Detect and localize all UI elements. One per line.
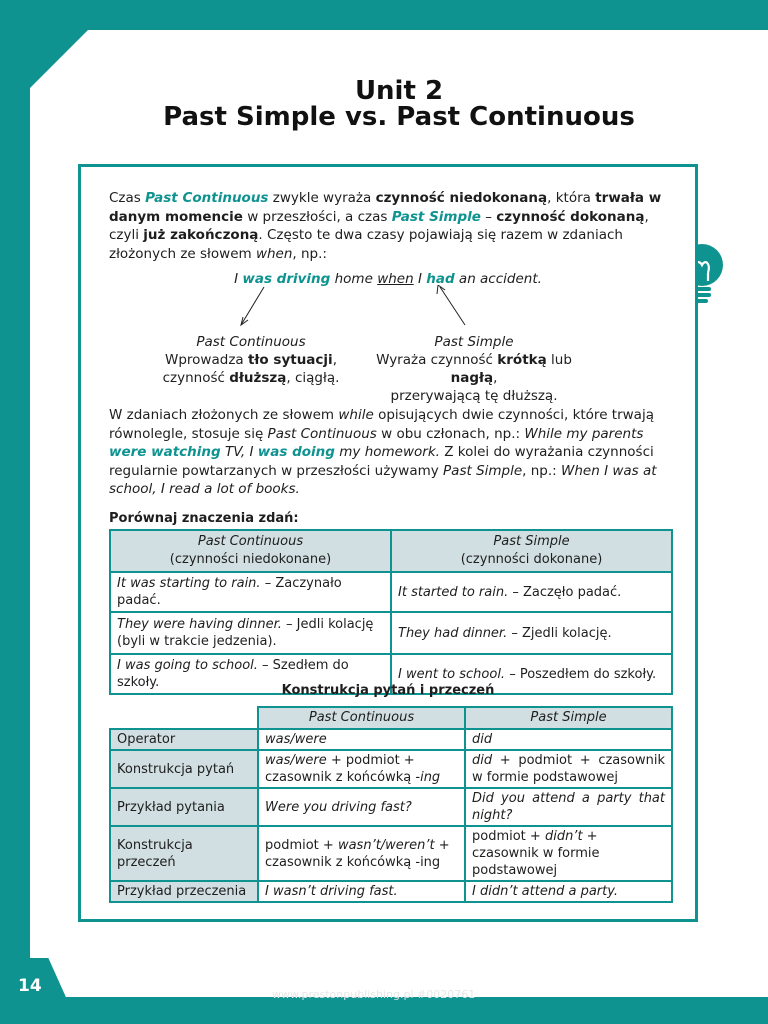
column-header: Past Continuous (czynności niedokonane) [110,530,391,572]
table-row [110,881,672,902]
table-header-row [110,707,672,729]
table-cell: did + podmiot + czasownik w formie podstawowej [465,750,672,788]
row-label: Przykład pytania [110,788,258,826]
pointer-arrows [81,285,695,335]
row-label: Operator [110,729,258,750]
frame-top-bar [0,0,768,30]
table-cell: was/were + podmiot + czasownik z końcówką -ing [258,750,465,788]
grammar-box [78,164,698,922]
empty-corner-cell [110,707,258,729]
column-header: Past Simple [465,707,672,729]
table-cell: I was going to school. – Szedłem do szkoły. [110,654,391,694]
frame-left-bar [0,0,30,1024]
unit-title: Unit 2 [354,76,444,106]
table-cell: I didn’t attend a party. [465,881,672,902]
compare-heading: Porównaj znaczenia zdań: [109,511,299,526]
frame-bottom-bar [0,997,768,1024]
table-row [110,826,672,881]
table-cell: It was starting to rain. – Zaczynało padać. [110,572,391,612]
row-label: Konstrukcja pytań [110,750,258,788]
table-row [110,750,672,788]
example-sentence: I was driving home when I had an accident. [234,271,542,287]
compare-table [109,529,673,695]
table-cell: It started to rain. – Zaczęło padać. [391,572,672,612]
table-row [110,612,672,654]
table-row [110,729,672,750]
row-label: Przykład przeczenia [110,881,258,902]
construction-heading: Konstrukcja pytań i przeczeń [281,683,495,698]
table-cell: was/were [258,729,465,750]
table-cell: Were you driving fast? [258,788,465,826]
page-number: 14 [18,976,42,996]
table-cell: I went to school. – Poszedłem do szkoły. [391,654,672,694]
table-cell: Did you attend a party that night? [465,788,672,826]
construction-table [109,706,673,903]
page-subtitle: Past Simple vs. Past Continuous [163,102,635,132]
table-row [110,788,672,826]
table-cell: podmiot + wasn’t/weren’t + czasownik z końcówką -ing [258,826,465,881]
table-cell: did [465,729,672,750]
caption-past-continuous: Past Continuous Wprowadza tło sytuacji, czynność dłuższą, ciągłą. [162,334,340,386]
while-paragraph: W zdaniach złożonych ze słowem while opisujących dwie czynności, które trwają równolegle, stosuje się Past Continuous w obu członach, np.: While my parents were watching TV, I was doing my homework. Z kolei do wyrażania czynności regularnie powtarzanych w przeszłości używamy Past Simple, np.: When I was at school, I read a lot of books. [109,407,657,497]
intro-paragraph: Czas Past Continuous zwykle wyraża czynność niedokonaną, która trwała w danym momencie w przeszłości, a czas Past Simple – czynność dokonaną, czyli już zakończoną. Często te dwa czasy pojawiają się razem w zdaniach złożonych ze słowem when, np.: [109,190,662,262]
table-header-row [110,530,672,572]
column-header: Past Simple (czynności dokonane) [391,530,672,572]
row-label: Konstrukcja przeczeń [110,826,258,881]
column-header: Past Continuous [258,707,465,729]
table-cell: I wasn’t driving fast. [258,881,465,902]
table-cell: They were having dinner. – Jedli kolację (byli w trakcie jedzenia). [110,612,391,654]
table-cell: podmiot + didn’t + czasownik w formie podstawowej [465,826,672,881]
table-cell: They had dinner. – Zjedli kolację. [391,612,672,654]
table-row [110,572,672,612]
caption-past-simple: Past Simple Wyraża czynność krótką lub nagłą, przerywającą tę dłuższą. [376,334,572,404]
watermark: www.prestonpublishing.pl #0020761 [272,988,476,1001]
